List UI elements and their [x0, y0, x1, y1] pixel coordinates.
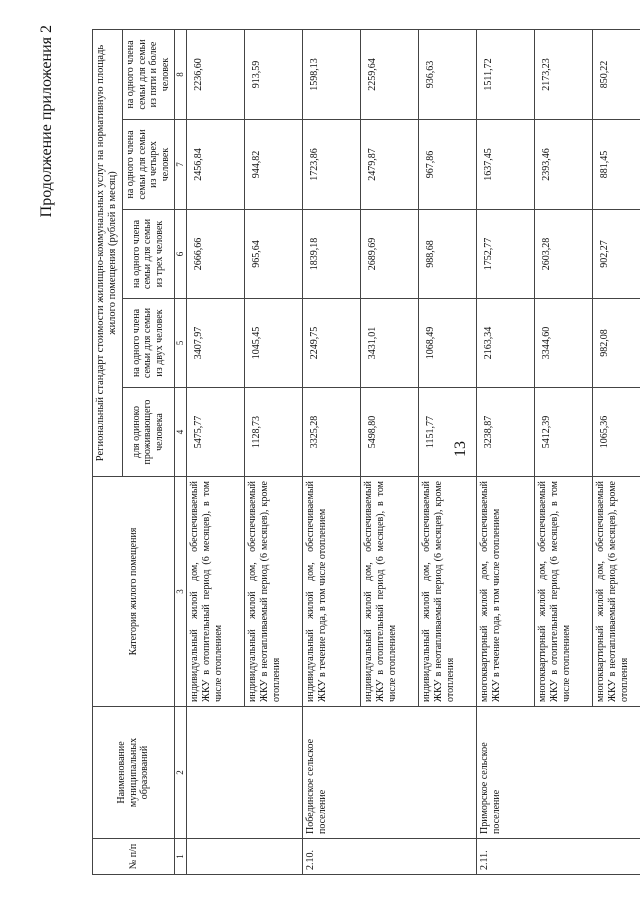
header-family-three: на одного члена семьи для семьи из трех человек [122, 210, 174, 299]
column-number: 4 [174, 388, 186, 477]
housing-category: индивидуальный жилой дом, обеспечиваемый ЖКУ в неотапливаемый период (6 месяцев), кроме отопления [418, 477, 476, 707]
value-family-three: 2666,66 [186, 210, 244, 299]
value-family-four: 2456,84 [186, 120, 244, 210]
row-number [186, 839, 302, 875]
header-standard: Региональный стандарт стоимости жилищно-коммунальных услуг на нормативную площадь жилого помещения (рублей в месяц) [93, 29, 123, 476]
header-family-two: на одного члена семьи для семьи из двух человек [122, 299, 174, 388]
column-number: 3 [174, 477, 186, 707]
table-row [186, 29, 244, 874]
appendix-title: Продолжение приложения 2 [38, 25, 55, 218]
value-family-three: 1752,77 [476, 210, 534, 299]
value-family-three: 2603,28 [534, 210, 592, 299]
value-family-four: 2479,87 [360, 120, 418, 210]
value-family-four: 1637,45 [476, 120, 534, 210]
value-family-three: 2689,69 [360, 210, 418, 299]
header-family-four: на одного члена семьи для семьи из четырех человек [122, 120, 174, 210]
value-family-two: 2163,34 [476, 299, 534, 388]
column-number: 1 [174, 839, 186, 875]
housing-category: индивидуальный жилой дом, обеспечиваемый ЖКУ в отопительный период (6 месяцев), в том числе отоплением [360, 477, 418, 707]
value-single: 1065,36 [592, 388, 640, 477]
header-category: Категория жилого помещения [93, 477, 175, 707]
page-number: 13 [452, 441, 469, 457]
value-single: 1151,77 [418, 388, 476, 477]
value-family-five: 2236,60 [186, 29, 244, 119]
value-family-five: 2173,23 [534, 29, 592, 119]
value-family-five: 1598,13 [302, 29, 360, 119]
value-family-four: 881,45 [592, 120, 640, 210]
row-number: 2.10. [302, 839, 476, 875]
header-family-five: на одного члена семьи для семьи из пяти и более человек [122, 29, 174, 119]
municipality-name: Побединское сельское поселение [302, 707, 476, 839]
value-single: 5475,77 [186, 388, 244, 477]
table-row [476, 29, 534, 874]
housing-category: индивидуальный жилой дом, обеспечиваемый ЖКУ в неотапливаемый период (6 месяцев), кроме отопления [244, 477, 302, 707]
value-family-two: 982,08 [592, 299, 640, 388]
value-single: 3325,28 [302, 388, 360, 477]
header-single: для одиноко проживающего человека [122, 388, 174, 477]
value-family-three: 1839,18 [302, 210, 360, 299]
column-number: 5 [174, 299, 186, 388]
table-row [302, 29, 360, 874]
value-family-two: 3431,01 [360, 299, 418, 388]
value-family-five: 850,22 [592, 29, 640, 119]
value-family-two: 3344,60 [534, 299, 592, 388]
column-number: 8 [174, 29, 186, 119]
header-municipality: Наименование муниципальных образований [93, 707, 175, 839]
row-number: 2.11. [476, 839, 640, 875]
municipality-name: Приморское сельское поселение [476, 707, 640, 839]
value-family-four: 944,82 [244, 120, 302, 210]
value-family-four: 967,86 [418, 120, 476, 210]
value-family-four: 2393,46 [534, 120, 592, 210]
value-single: 5412,39 [534, 388, 592, 477]
value-single: 3238,87 [476, 388, 534, 477]
value-single: 1128,73 [244, 388, 302, 477]
value-family-two: 3407,97 [186, 299, 244, 388]
housing-category: многоквартирный жилой дом, обеспечиваемый ЖКУ в течение года, в том числе отоплением [476, 477, 534, 707]
value-family-five: 913,59 [244, 29, 302, 119]
housing-category: многоквартирный жилой дом, обеспечиваемый ЖКУ в неотапливаемый период (6 месяцев), кроме отопления [592, 477, 640, 707]
header-number: № п/п [93, 839, 175, 875]
column-number: 6 [174, 210, 186, 299]
value-family-five: 2259,64 [360, 29, 418, 119]
column-number-row [174, 29, 186, 874]
municipality-name [186, 707, 302, 839]
value-family-five: 936,63 [418, 29, 476, 119]
value-family-three: 965,64 [244, 210, 302, 299]
value-family-three: 988,68 [418, 210, 476, 299]
value-family-three: 902,27 [592, 210, 640, 299]
value-family-two: 1045,45 [244, 299, 302, 388]
value-family-two: 1068,49 [418, 299, 476, 388]
column-number: 2 [174, 707, 186, 839]
housing-category: индивидуальный жилой дом, обеспечиваемый ЖКУ в отопительный период (6 месяцев), в том числе отоплением [186, 477, 244, 707]
value-family-two: 2249,75 [302, 299, 360, 388]
value-family-five: 1511,72 [476, 29, 534, 119]
value-single: 5498,80 [360, 388, 418, 477]
housing-category: индивидуальный жилой дом, обеспечиваемый ЖКУ в течение года, в том числе отоплением [302, 477, 360, 707]
housing-category: многоквартирный жилой дом, обеспечиваемый ЖКУ в отопительный период (6 месяцев), в том числе отоплением [534, 477, 592, 707]
value-family-four: 1723,86 [302, 120, 360, 210]
tariff-table [92, 29, 640, 875]
column-number: 7 [174, 120, 186, 210]
